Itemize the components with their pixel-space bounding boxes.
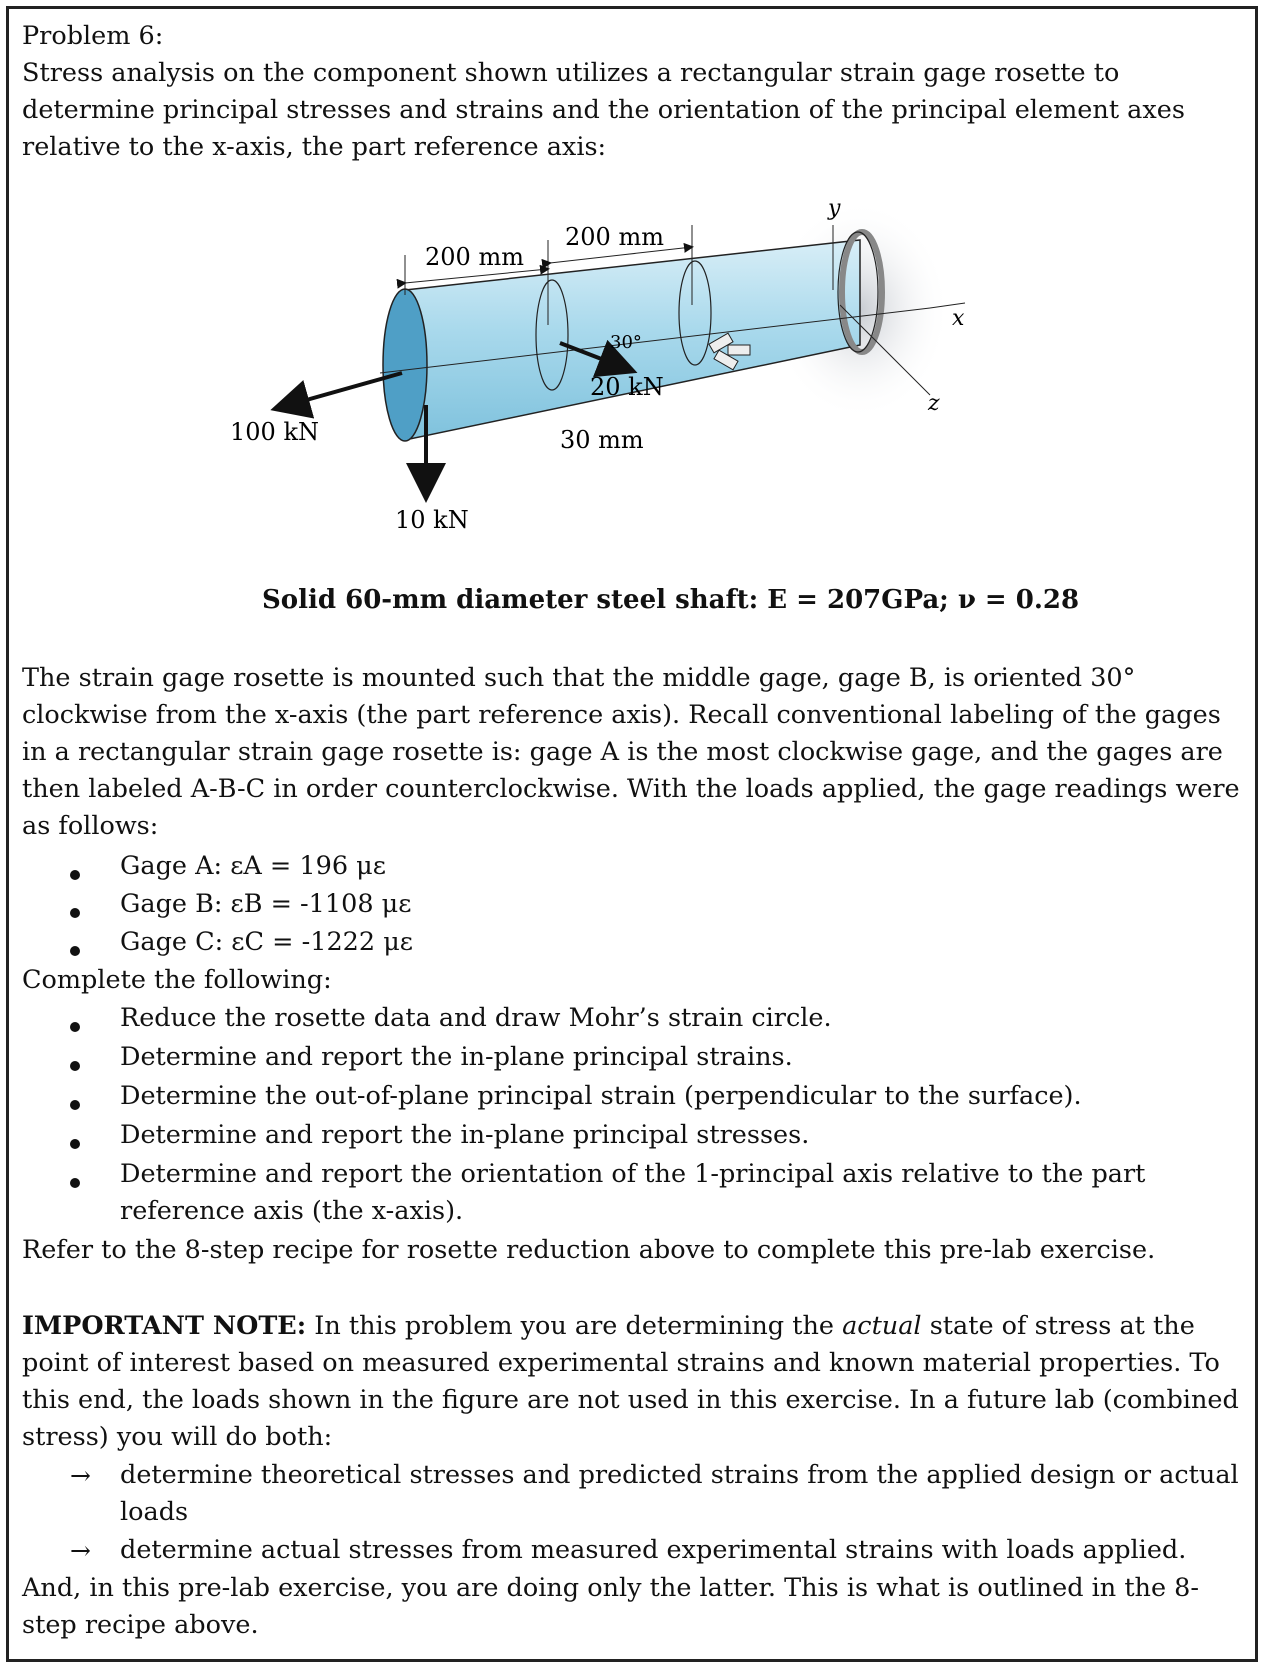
task-item: Determine and report the in-plane principal stresses. xyxy=(120,1120,810,1150)
axis-z-label: z xyxy=(928,391,940,416)
note-text-b: state of stress at the point of interest based on measured experimental strains and known material properties. To this end, the loads shown in the figure are not used in this exercise. In a future lab (combined stress) you will do both: xyxy=(22,1311,1239,1452)
vertical-load-label: 10 kN xyxy=(395,506,469,534)
dim-right-label: 200 mm xyxy=(565,223,664,251)
description: The strain gage rosette is mounted such that the middle gage, gage B, is oriented 30° clockwise from the x-axis (the part reference axis). Recall conventional labeling of the gages in a rectangular strain gage rosette is: gage A is the most clockwise gage, and the gages are then labeled A-B-C in order counterclockwise. With the loads applied, the gage readings were as follows: xyxy=(22,663,1240,841)
arrow-icon: → xyxy=(70,1461,91,1490)
figure-caption: Solid 60-mm diameter steel shaft: E = 207GPa; ν = 0.28 xyxy=(262,585,1080,615)
axial-load-label: 100 kN xyxy=(230,418,319,446)
shaft-end-face xyxy=(383,289,427,441)
note-label: IMPORTANT NOTE: xyxy=(22,1311,307,1341)
angle-label: 30° xyxy=(610,332,642,353)
important-note xyxy=(22,1308,1247,1456)
refer-text: Refer to the 8-step recipe for rosette reduction above to complete this pre-lab exercise. xyxy=(22,1235,1156,1265)
note-text-a: In this problem you are determining the xyxy=(306,1311,843,1341)
dim-left-label: 200 mm xyxy=(425,243,524,271)
angled-load-label: 20 kN xyxy=(590,373,664,401)
reading-b: Gage B: εB = -1108 με xyxy=(120,889,412,919)
axis-y-label: y xyxy=(828,196,841,221)
reading-a: Gage A: εA = 196 με xyxy=(120,851,386,881)
axis-x-label: x xyxy=(952,306,965,331)
arrow-item: determine theoretical stresses and predicted strains from the applied design or actual loads xyxy=(120,1460,1239,1527)
arrow-item: determine actual stresses from measured experimental strains with loads applied. xyxy=(120,1535,1187,1565)
radius-label: 30 mm xyxy=(560,426,644,454)
note-emphasis: actual xyxy=(842,1311,922,1341)
reading-c: Gage C: εC = -1222 με xyxy=(120,927,414,957)
closing-text: And, in this pre-lab exercise, you are doing only the latter. This is what is outlined in the 8-step recipe above. xyxy=(22,1573,1200,1640)
shaft-figure xyxy=(230,195,1030,575)
task-item: Reduce the rosette data and draw Mohr’s strain circle. xyxy=(120,1003,832,1033)
task-item: Determine and report the orientation of the 1-principal axis relative to the part reference axis (the x-axis). xyxy=(120,1159,1146,1226)
axial-load-arrow xyxy=(278,373,402,408)
task-item: Determine the out-of-plane principal strain (perpendicular to the surface). xyxy=(120,1081,1082,1111)
arrow-icon: → xyxy=(70,1536,91,1565)
task-item: Determine and report the in-plane principal strains. xyxy=(120,1042,793,1072)
tasks-heading: Complete the following: xyxy=(22,965,332,995)
problem-heading: Problem 6: xyxy=(22,21,164,51)
problem-intro: Stress analysis on the component shown utilizes a rectangular strain gage rosette to determine principal stresses and strains and the orientation of the principal element axes relative to the x-axis, the part reference axis: xyxy=(22,58,1185,162)
